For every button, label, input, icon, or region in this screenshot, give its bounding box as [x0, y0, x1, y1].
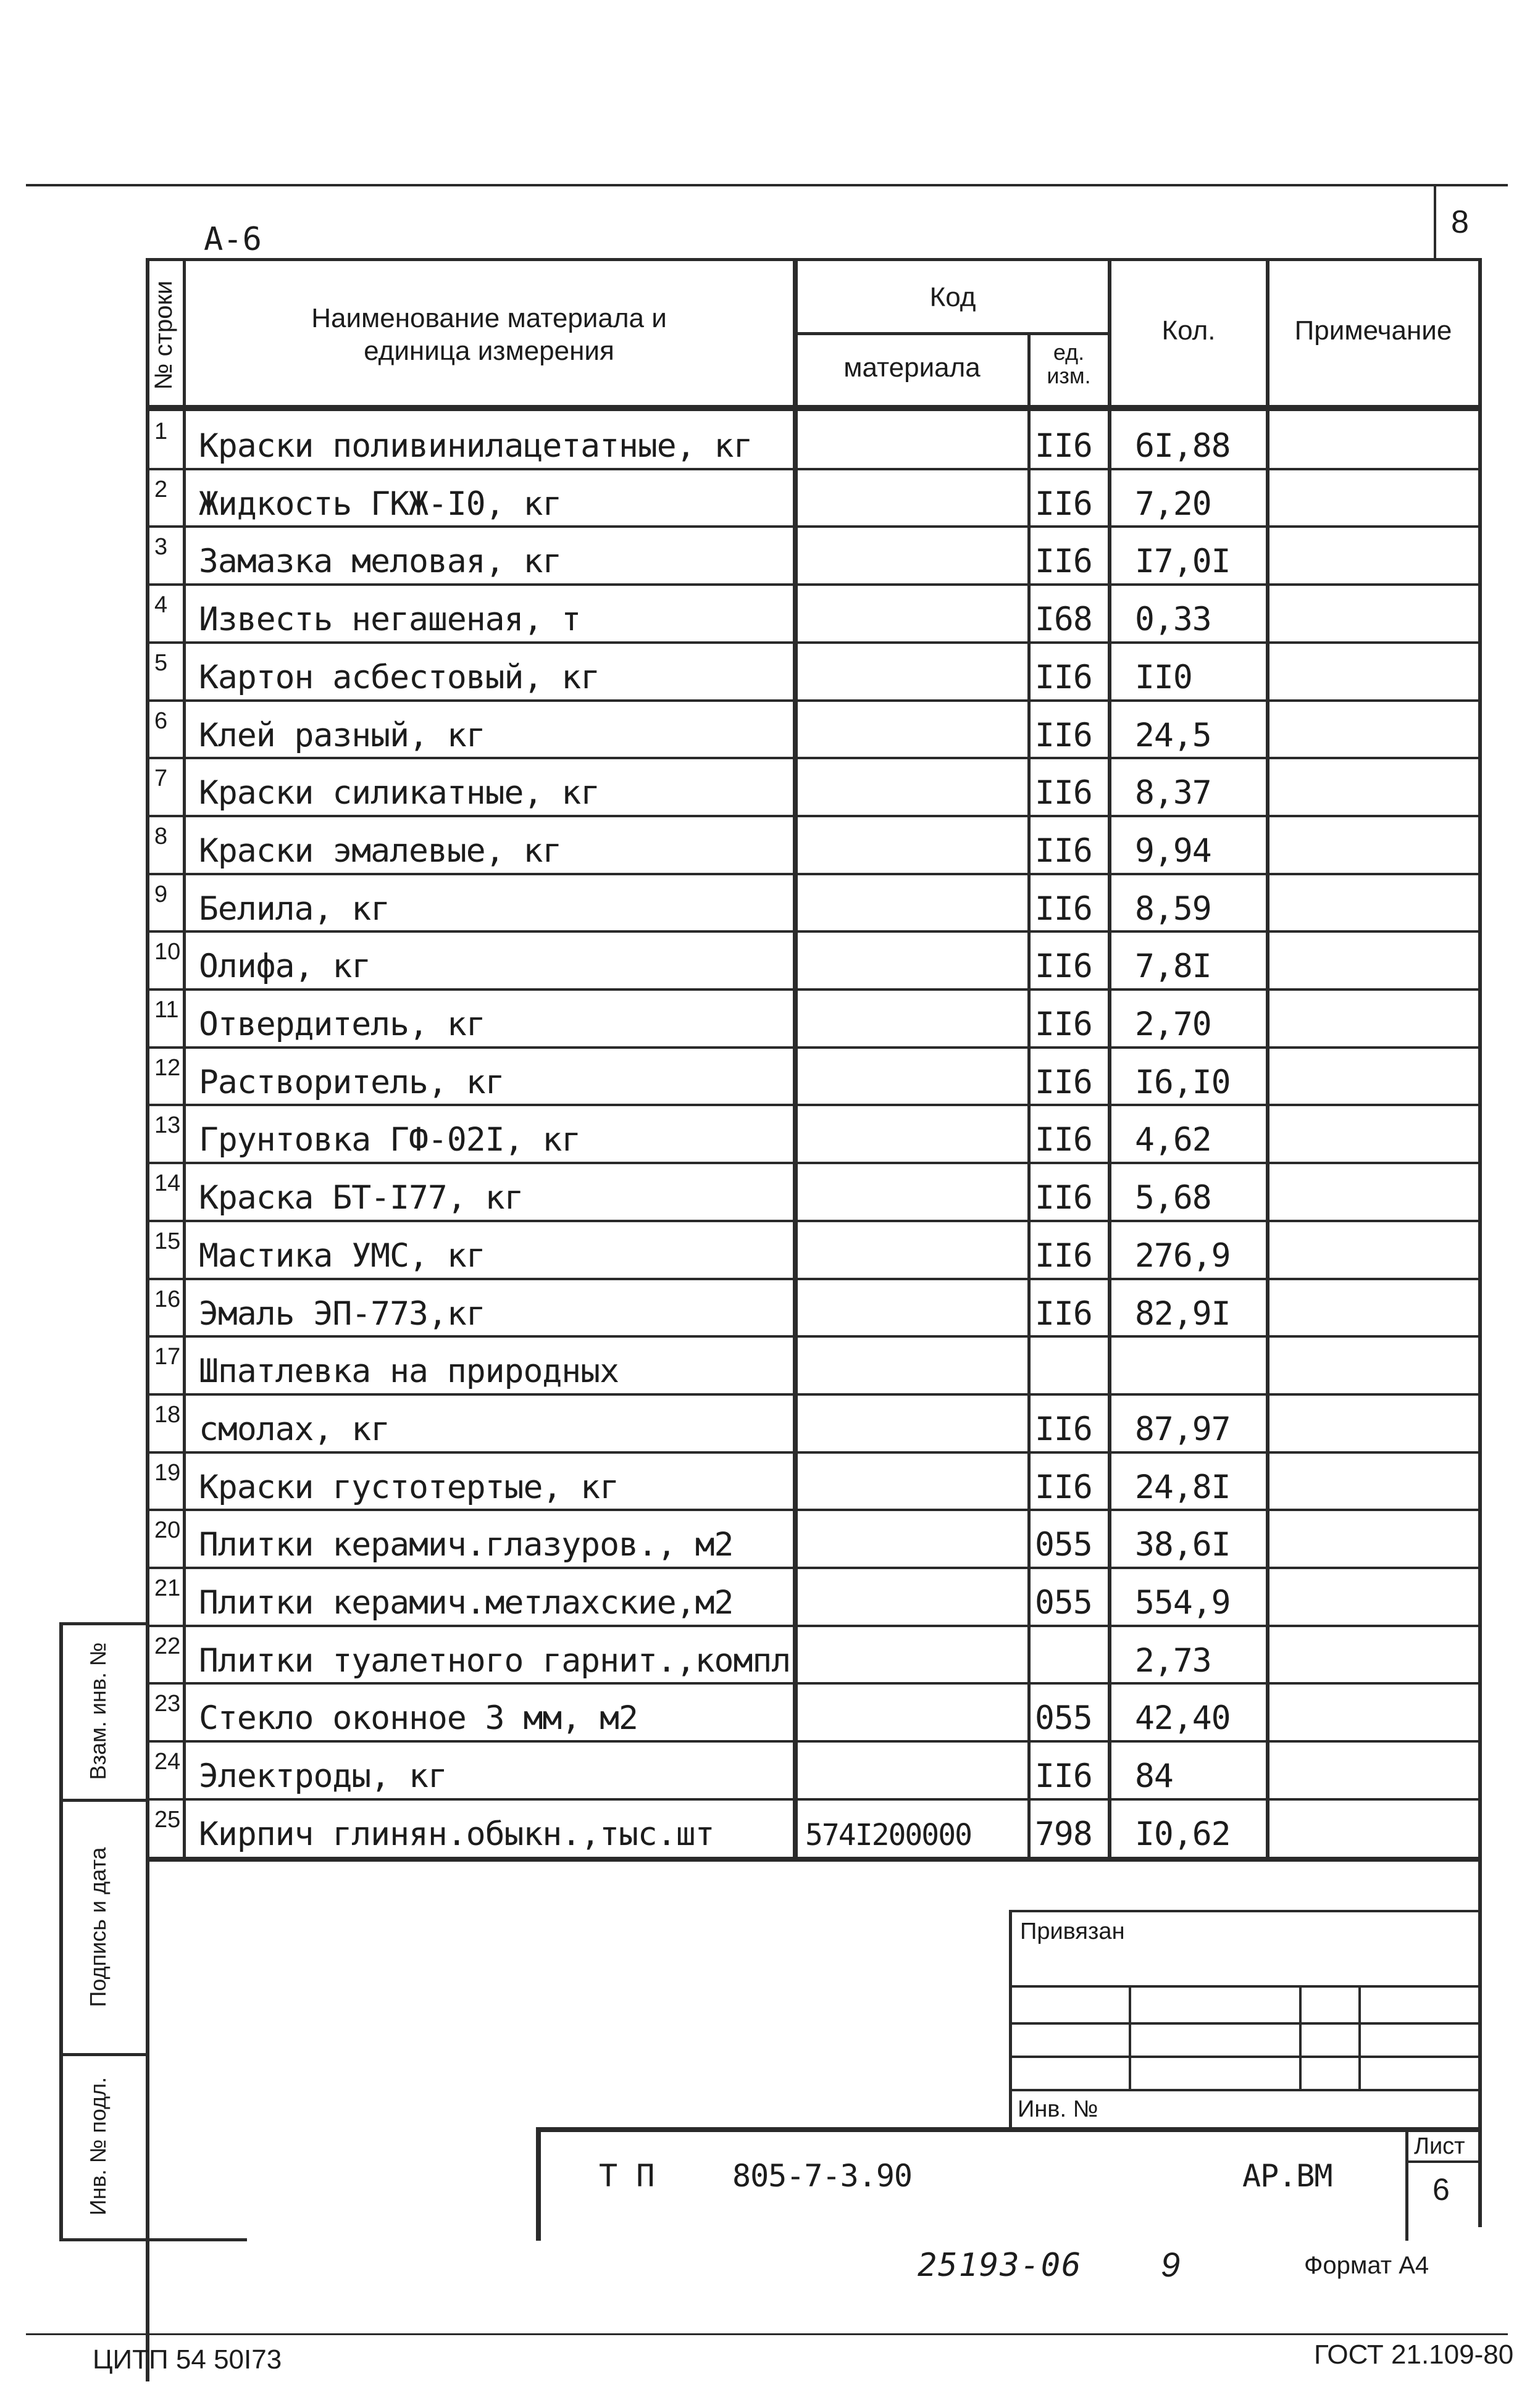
row-divider: [148, 1682, 1479, 1685]
row-number: 16: [154, 1286, 181, 1312]
format-label: Формат А4: [1304, 2252, 1429, 2279]
row-number: 3: [154, 534, 168, 560]
row-number: 6: [154, 708, 168, 734]
table-left-border: [146, 258, 149, 2381]
row-divider: [148, 468, 1479, 470]
footer-right-text: ГОСТ 21.109-80: [1314, 2339, 1514, 2370]
row-quantity: 38,6I: [1135, 1526, 1231, 1564]
row-quantity: 4,62: [1135, 1121, 1211, 1159]
header-code-unit: ед. изм.: [1047, 340, 1091, 388]
header-qty: Кол.: [1161, 315, 1216, 346]
row-quantity: 0,33: [1135, 601, 1211, 638]
col-divider-code: [1027, 333, 1031, 1862]
row-divider: [148, 641, 1479, 644]
row-material-code: 574I200000: [805, 1818, 971, 1852]
row-material-name: Плитки керамич.метлахские,м2: [199, 1584, 734, 1622]
row-material-name: Растворитель, кг: [199, 1064, 504, 1101]
row-unit-code: 055: [1035, 1584, 1092, 1622]
row-quantity: 6I,88: [1135, 427, 1231, 465]
row-quantity: 7,20: [1135, 485, 1211, 523]
row-divider: [148, 1220, 1479, 1222]
row-unit-code: 055: [1035, 1526, 1092, 1564]
row-divider: [148, 699, 1479, 702]
row-material-name: Клей разный, кг: [199, 717, 485, 754]
side-strip-div1: [59, 1799, 148, 1802]
row-material-name: Жидкость ГКЖ-I0, кг: [199, 485, 562, 523]
row-material-name: Мастика УМС, кг: [199, 1237, 485, 1275]
inv-no-label: Инв. №: [1018, 2096, 1098, 2122]
row-quantity: 2,73: [1135, 1642, 1211, 1680]
doc-code-prefix: Т П: [599, 2158, 655, 2194]
row-quantity: I6,I0: [1135, 1064, 1231, 1101]
row-material-name: Краски силикатные, кг: [199, 774, 600, 812]
row-unit-code: II6: [1035, 1064, 1092, 1101]
row-divider: [148, 1509, 1479, 1511]
row-divider: [148, 1162, 1479, 1164]
bound-block-col1: [1129, 1985, 1131, 2090]
row-material-name: Шпатлевка на природных: [199, 1352, 619, 1390]
row-unit-code: II6: [1035, 1410, 1092, 1448]
row-unit-code: II6: [1035, 543, 1092, 580]
row-number: 9: [154, 881, 168, 907]
row-quantity: 554,9: [1135, 1584, 1231, 1622]
row-quantity: 8,37: [1135, 774, 1211, 812]
row-number: 1: [154, 419, 168, 444]
row-quantity: 42,40: [1135, 1699, 1231, 1737]
row-unit-code: II6: [1035, 1757, 1092, 1795]
row-divider: [148, 1104, 1479, 1106]
row-number: 11: [154, 997, 179, 1023]
side-label-inv-orig: Инв. № подл.: [85, 2077, 111, 2216]
order-number: 25193-06: [918, 2247, 1082, 2284]
row-material-name: Стекло оконное 3 мм, м2: [199, 1699, 638, 1737]
row-material-name: Картон асбестовый, кг: [199, 659, 600, 696]
row-number: 4: [154, 592, 168, 618]
row-divider: [148, 583, 1479, 586]
stamp-top: [537, 2127, 1479, 2132]
row-material-name: смолах, кг: [199, 1410, 390, 1448]
row-material-name: Известь негашеная, т: [199, 601, 581, 638]
row-material-name: Олифа, кг: [199, 948, 371, 985]
row-quantity: I0,62: [1135, 1815, 1231, 1853]
stamp-left: [536, 2127, 541, 2241]
col-divider-qty: [1266, 258, 1269, 1862]
header-name: Наименование материала и единица измерения: [311, 303, 667, 366]
row-unit-code: 055: [1035, 1699, 1092, 1737]
row-unit-code: 798: [1035, 1815, 1092, 1853]
row-quantity: 276,9: [1135, 1237, 1231, 1275]
row-divider: [148, 1567, 1479, 1569]
row-quantity: 24,5: [1135, 717, 1211, 754]
row-quantity: 24,8I: [1135, 1469, 1231, 1506]
bound-block-top: [1010, 1910, 1479, 1912]
row-divider: [148, 757, 1479, 759]
row-material-name: Белила, кг: [199, 890, 390, 928]
table-top-border: [148, 258, 1479, 261]
row-material-name: Краски эмалевые, кг: [199, 832, 562, 870]
row-unit-code: II6: [1035, 1179, 1092, 1217]
row-number: 13: [154, 1112, 181, 1138]
header-code-material: материала: [843, 352, 981, 383]
row-unit-code: II6: [1035, 948, 1092, 985]
row-divider: [148, 1798, 1479, 1801]
header-note: Примечание: [1294, 315, 1452, 346]
row-quantity: 9,94: [1135, 832, 1211, 870]
row-unit-code: II6: [1035, 774, 1092, 812]
row-divider: [148, 1451, 1479, 1454]
row-quantity: II0: [1135, 659, 1192, 696]
row-material-name: Краска БТ-I77, кг: [199, 1179, 524, 1217]
row-number: 15: [154, 1228, 181, 1254]
row-material-name: Краски густотертые, кг: [199, 1469, 619, 1506]
row-number: 12: [154, 1055, 181, 1081]
row-number: 7: [154, 765, 168, 791]
row-number: 10: [154, 939, 181, 965]
bound-block-col2: [1299, 1985, 1302, 2090]
row-unit-code: II6: [1035, 659, 1092, 696]
bound-block-col3: [1358, 1985, 1361, 2090]
row-number: 20: [154, 1517, 181, 1543]
row-quantity: 2,70: [1135, 1006, 1211, 1043]
row-material-name: Электроды, кг: [199, 1757, 447, 1795]
row-unit-code: II6: [1035, 890, 1092, 928]
col-divider-rowno: [183, 258, 186, 1862]
row-material-name: Кирпич глинян.обыкн.,тыс.шт: [199, 1815, 714, 1853]
row-quantity: 5,68: [1135, 1179, 1211, 1217]
row-number: 18: [154, 1402, 181, 1428]
form-label: А-6: [204, 221, 262, 258]
row-number: 24: [154, 1749, 181, 1775]
row-material-name: Плитки керамич.глазуров., м2: [199, 1526, 734, 1564]
row-quantity: 8,59: [1135, 890, 1211, 928]
row-number: 14: [154, 1170, 181, 1196]
row-divider: [148, 1046, 1479, 1049]
row-divider: [148, 1625, 1479, 1627]
row-unit-code: II6: [1035, 1237, 1092, 1275]
footer-left-text: ЦИТП 54 50I73: [93, 2344, 282, 2375]
row-unit-code: I68: [1035, 601, 1092, 638]
row-material-name: Плитки туалетного гарнит.,компл: [199, 1642, 791, 1680]
row-divider: [148, 1740, 1479, 1743]
row-divider: [148, 1278, 1479, 1280]
sheet-box-divider: [1407, 2160, 1479, 2163]
row-unit-code: II6: [1035, 1121, 1092, 1159]
row-number: 17: [154, 1344, 181, 1370]
row-unit-code: II6: [1035, 1295, 1092, 1333]
row-number: 21: [154, 1575, 181, 1601]
bound-block-line3: [1010, 2056, 1479, 2058]
page-number-box-left: [1434, 184, 1436, 259]
row-unit-code: II6: [1035, 485, 1092, 523]
header-row-no: № строки: [150, 280, 177, 390]
doc-code: 805-7-3.90: [732, 2158, 913, 2194]
bound-block-line1: [1010, 1985, 1479, 1988]
header-bottom-border: [148, 405, 1479, 411]
row-material-name: Отвердитель, кг: [199, 1006, 485, 1043]
code-subheader-line: [797, 332, 1109, 335]
bound-block-line2: [1010, 2022, 1479, 2025]
row-material-name: Замазка меловая, кг: [199, 543, 562, 580]
row-number: 25: [154, 1807, 181, 1833]
row-quantity: I7,0I: [1135, 543, 1231, 580]
row-quantity: 84: [1135, 1757, 1173, 1795]
footer-page-number: 9: [1161, 2245, 1181, 2284]
footer-line: [26, 2333, 1508, 2335]
row-divider: [148, 1393, 1479, 1396]
row-divider: [148, 930, 1479, 933]
row-divider: [148, 815, 1479, 817]
row-material-name: Краски поливинилацетатные, кг: [199, 427, 753, 465]
header-code: Код: [929, 282, 976, 312]
sheet-number: 6: [1433, 2172, 1450, 2207]
row-number: 8: [154, 823, 168, 849]
row-quantity: 82,9I: [1135, 1295, 1231, 1333]
page-number: 8: [1451, 204, 1469, 240]
section-code: АР.ВМ: [1242, 2158, 1332, 2194]
row-quantity: 87,97: [1135, 1410, 1231, 1448]
row-number: 5: [154, 650, 168, 676]
row-quantity: 7,8I: [1135, 948, 1211, 985]
row-divider: [148, 525, 1479, 528]
row-unit-code: II6: [1035, 1006, 1092, 1043]
row-number: 22: [154, 1633, 181, 1659]
row-unit-code: II6: [1035, 1469, 1092, 1506]
row-divider: [148, 1335, 1479, 1338]
side-strip-left-border: [59, 1622, 63, 2241]
table-right-border: [1478, 258, 1482, 2227]
bound-block-left: [1009, 1910, 1012, 2128]
row-unit-code: II6: [1035, 832, 1092, 870]
col-divider-name: [793, 258, 798, 1862]
row-unit-code: II6: [1035, 717, 1092, 754]
side-label-swap-inv: Взам. инв. №: [85, 1642, 111, 1780]
table-bottom-border: [148, 1857, 1479, 1862]
side-label-sign-date: Подпись и дата: [85, 1847, 111, 2007]
row-number: 23: [154, 1691, 181, 1717]
bound-label: Привязан: [1020, 1918, 1125, 1944]
col-divider-unit: [1108, 258, 1111, 1862]
row-material-name: Грунтовка ГФ-02I, кг: [199, 1121, 581, 1159]
row-divider: [148, 873, 1479, 875]
sheet-box-left: [1405, 2127, 1408, 2241]
top-border-line: [26, 184, 1508, 186]
row-divider: [148, 988, 1479, 991]
sheet-label: Лист: [1414, 2133, 1465, 2159]
row-number: 2: [154, 477, 168, 502]
row-number: 19: [154, 1460, 181, 1486]
bound-block-line4: [1010, 2089, 1479, 2091]
row-unit-code: II6: [1035, 427, 1092, 465]
row-material-name: Эмаль ЭП-773,кг: [199, 1295, 485, 1333]
